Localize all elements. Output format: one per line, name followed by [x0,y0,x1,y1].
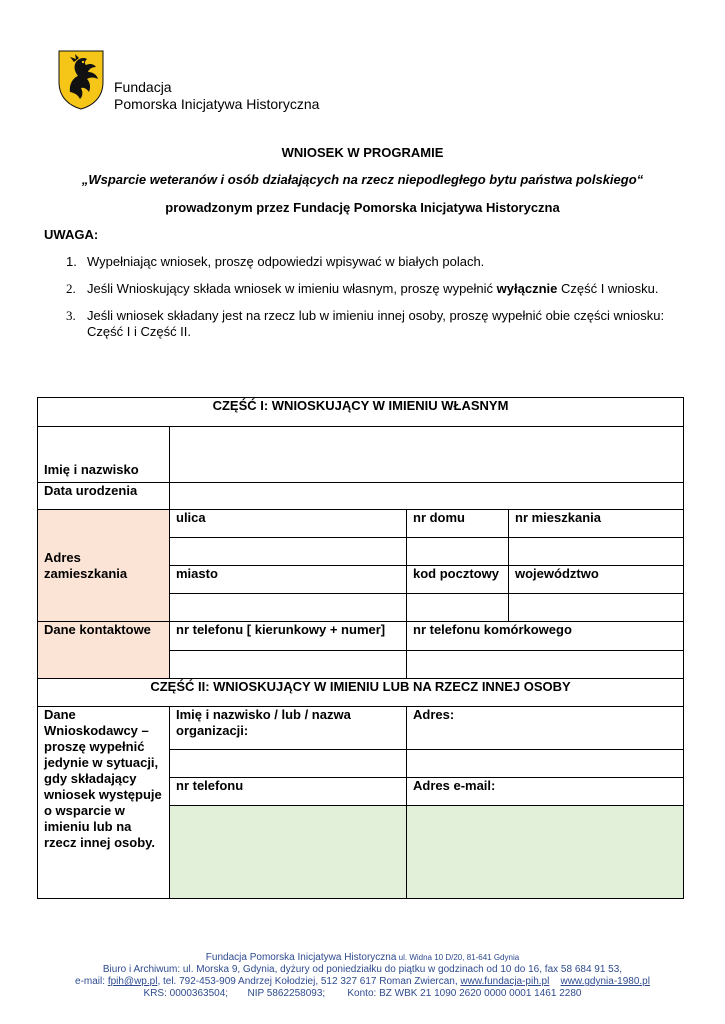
email-field[interactable] [407,806,684,899]
applicant-label: Dane Wnioskodawcy – proszę wypełnić jedynie w sytuacji, gdy składający wniosek występuje o wsparcie w imieniu lub na rzecz innej osoby. [38,707,170,899]
document-title: WNIOSEK W PROGRAMIE [281,145,444,160]
program-organizer: prowadzonym przez Fundację Pomorska Inicjatywa Historyczna [165,200,560,215]
city-label: miasto [170,566,407,594]
footer-org-address: ul. Widna 10 D/20, 81-641 Gdynia [396,953,520,962]
footer-line4: KRS: 0000363504; NIP 5862258093; Konto: BZ WBK 21 1090 2620 0000 0001 1461 2280 [143,988,582,999]
footer-line3 [0,976,725,988]
address-label: Adres zamieszkania [38,510,170,622]
instruction-text-end: Część I wniosku. [557,281,659,296]
notice-heading: UWAGA: [44,227,99,242]
instructions-list [66,254,666,351]
instruction-number: 2. [66,281,76,296]
apartment-number-label: nr mieszkania [509,510,684,538]
email-label: Adres e-mail: [407,778,684,806]
house-number-field[interactable] [407,538,509,566]
instruction-item [66,254,666,270]
instruction-emphasis: wyłącznie [496,281,558,296]
instruction-number: 3. [66,308,76,323]
instruction-text: Jeśli Wnioskujący składa wniosek w imieniu własnym, proszę wypełnić [87,281,497,296]
footer-org: Fundacja Pomorska Inicjatywa Historyczna [205,952,397,963]
application-form [37,397,684,899]
org-name-field[interactable] [170,750,407,778]
program-name: „Wsparcie weteranów i osób działających na rzecz niepodległego bytu państwa polskiego“ [81,172,644,187]
instruction-text: Wypełniając wniosek, proszę odpowiedzi wpisywać w białych polach. [87,254,485,269]
footer-line2: Biuro i Archiwum: ul. Morska 9, Gdynia, dyżury od poniedziałku do piątku w godzinach od 10 do 16, fax 58 684 91 53, [102,964,623,975]
address2-field[interactable] [407,750,684,778]
footer-line1 [0,952,725,964]
name-field[interactable] [170,427,684,483]
footer-site1-link[interactable]: www.fundacja-pih.pl [460,976,550,987]
footer-email-link[interactable]: fpih@wp.pl [107,976,158,987]
part2-header: CZĘŚĆ II: WNIOSKUJĄCY W IMIENIU LUB NA RZECZ INNEJ OSOBY [38,679,684,707]
phone2-label: nr telefonu [170,778,407,806]
apartment-number-field[interactable] [509,538,684,566]
postal-code-field[interactable] [407,594,509,622]
footer-gap [549,976,560,987]
street-label: ulica [170,510,407,538]
org-name-line2: Pomorska Inicjatywa Historyczna [114,96,320,112]
instruction-text: Jeśli wniosek składany jest na rzecz lub w imieniu innej osoby, proszę wypełnić obie części wniosku: Część I i Część II. [87,308,665,339]
birth-date-field[interactable] [170,483,684,510]
foundation-logo [56,48,106,110]
footer-phones: , tel. 792-453-909 Andrzej Kołodziej, 512 327 617 Roman Zwiercan, [157,976,461,987]
part1-header: CZĘŚĆ I: WNIOSKUJĄCY W IMIENIU WŁASNYM [38,398,684,427]
org-name-line1: Fundacja [114,79,172,95]
footer-site2-link[interactable]: www.gdynia-1980.pl [560,976,650,987]
city-field[interactable] [170,594,407,622]
birth-date-label: Data urodzenia [38,483,170,510]
phone-area-label: nr telefonu [ kierunkowy + numer] [170,622,407,651]
phone-area-field[interactable] [170,651,407,679]
mobile-field[interactable] [407,651,684,679]
address2-label: Adres: [407,707,684,750]
instruction-item [66,308,666,340]
page-footer [0,952,725,1000]
instruction-number: 1. [66,254,77,269]
voivodeship-field[interactable] [509,594,684,622]
postal-code-label: kod pocztowy [407,566,509,594]
voivodeship-label: województwo [509,566,684,594]
name-label: Imię i nazwisko [38,427,170,483]
house-number-label: nr domu [407,510,509,538]
phone2-field[interactable] [170,806,407,899]
footer-email-prefix: e-mail: [75,976,108,987]
org-name-label: Imię i nazwisko / lub / nazwa organizacji: [170,707,407,750]
instruction-item [66,281,666,297]
organization-name [114,79,319,113]
street-field[interactable] [170,538,407,566]
mobile-label: nr telefonu komórkowego [407,622,684,651]
contact-label: Dane kontaktowe [38,622,170,679]
